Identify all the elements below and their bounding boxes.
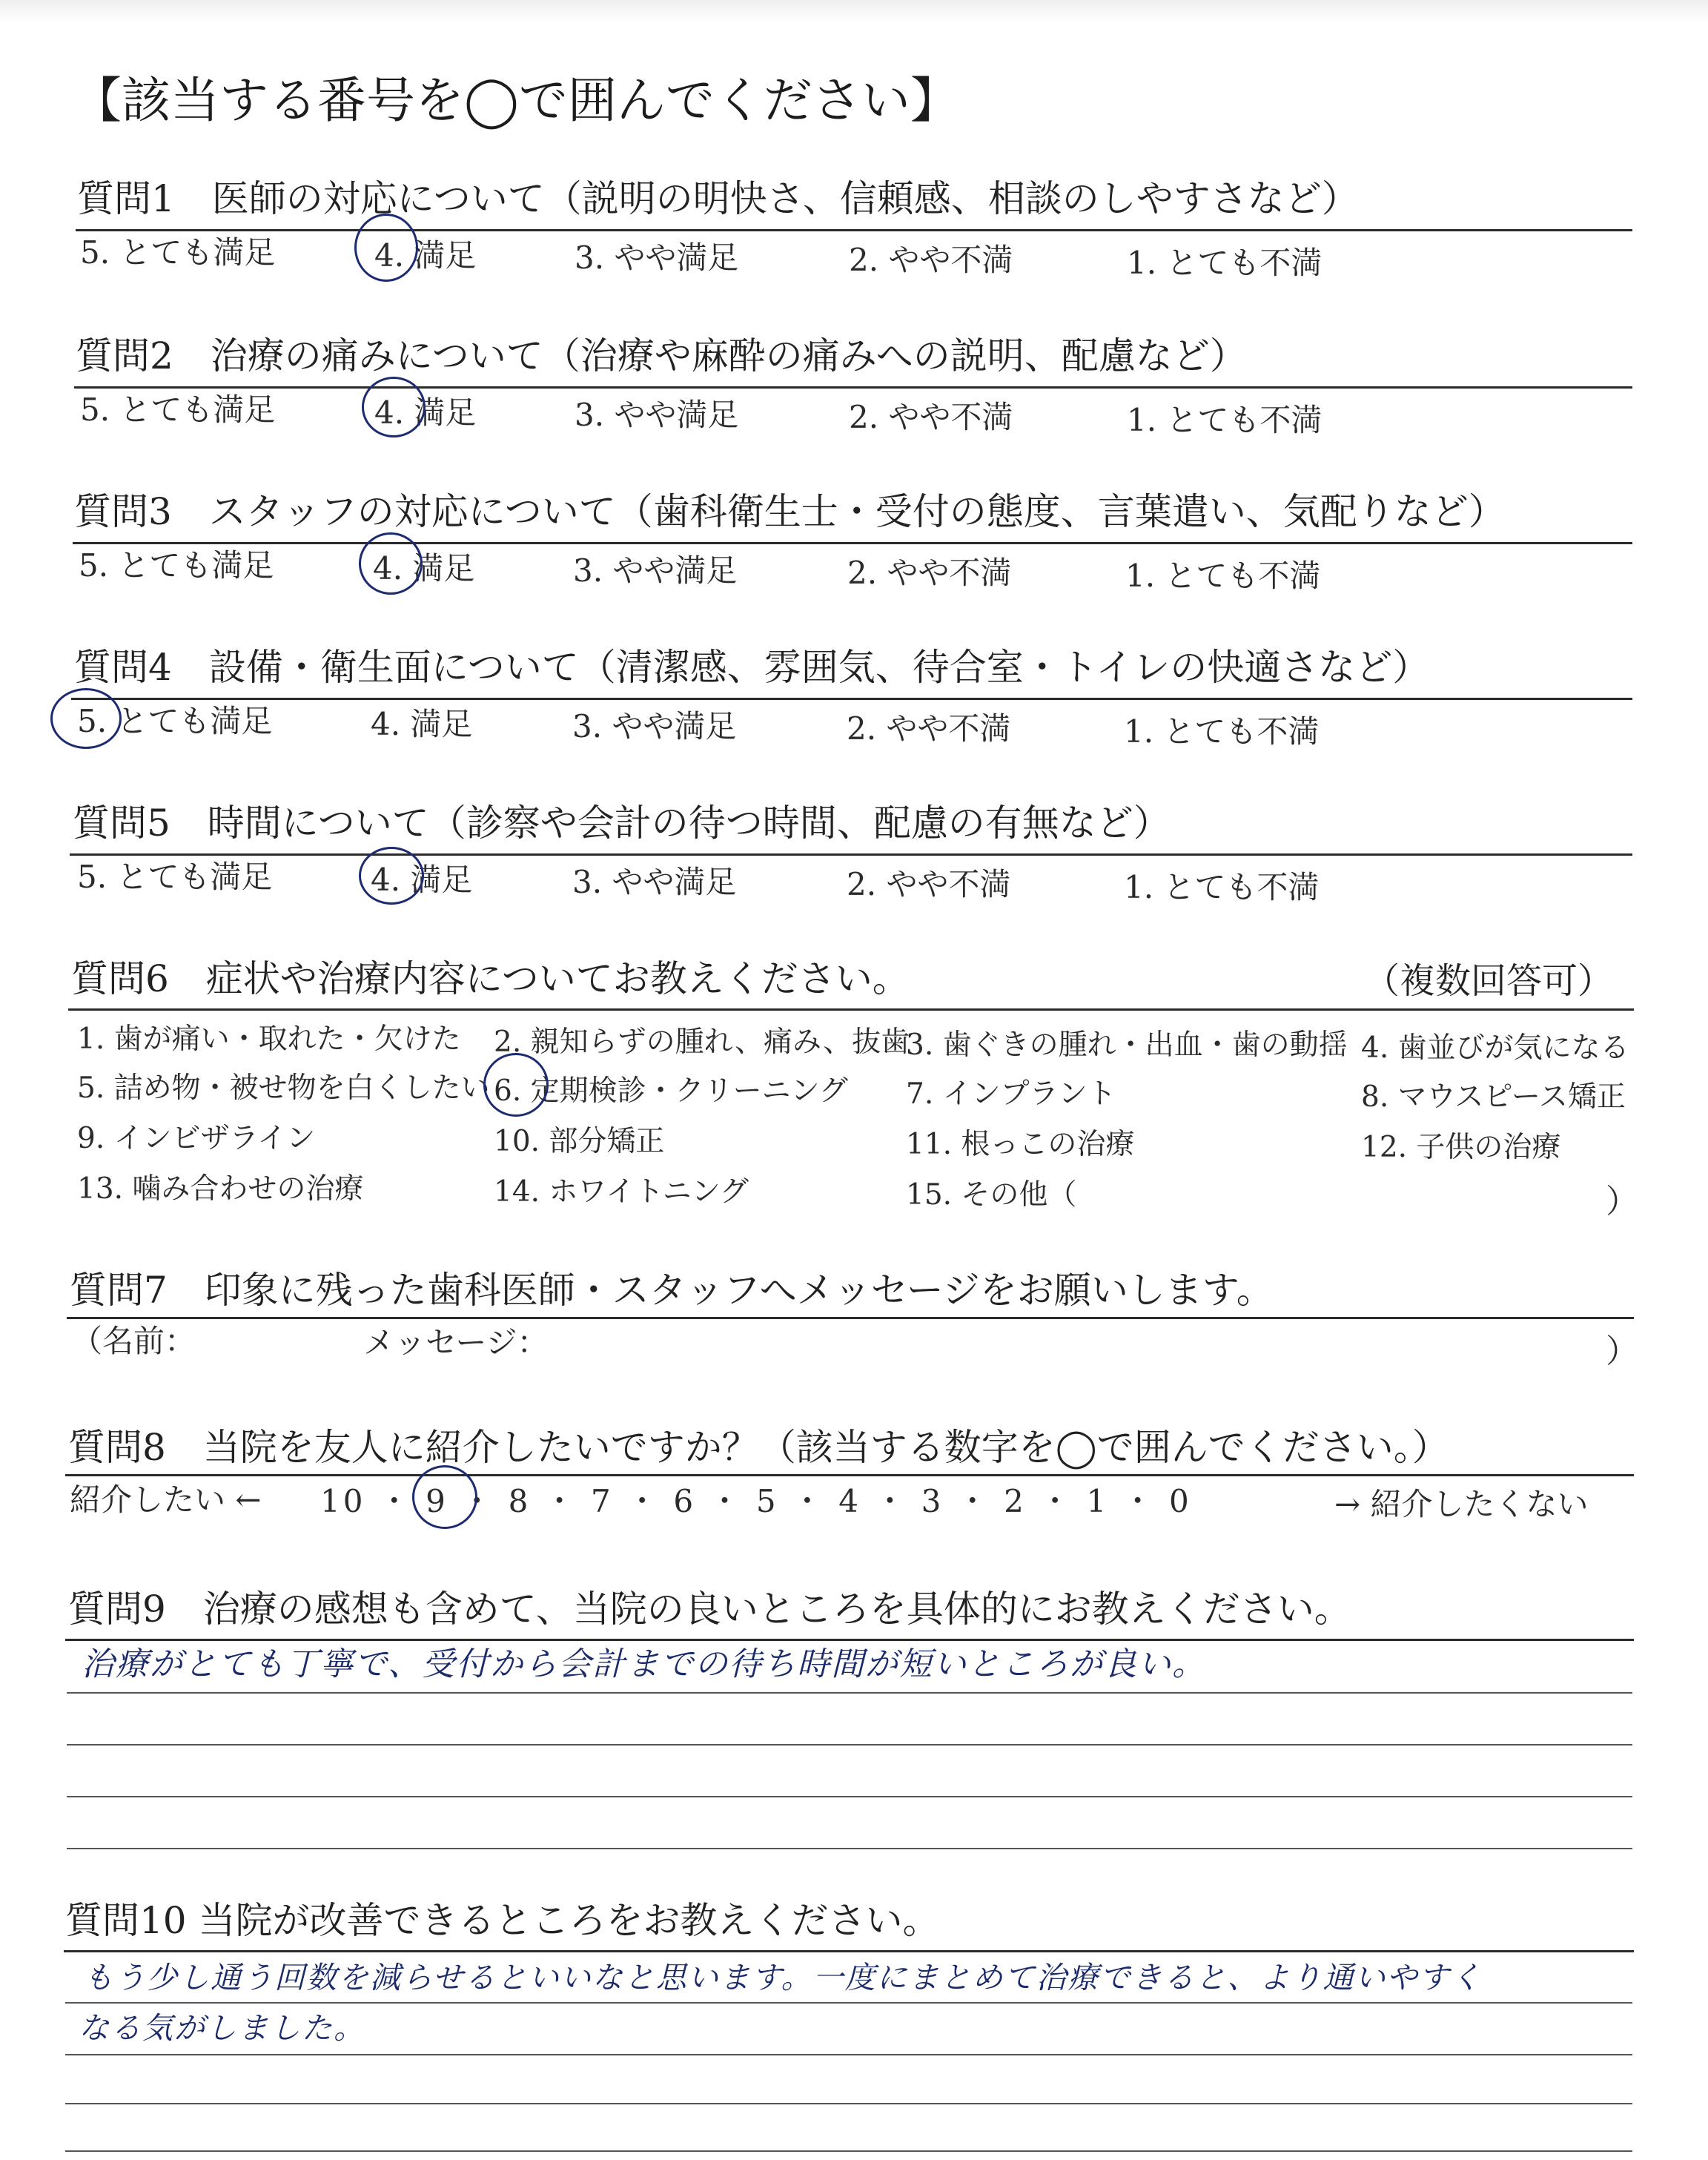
- q2-rule: [74, 386, 1632, 389]
- q5-option-5[interactable]: 5. とても満足: [77, 859, 273, 895]
- q10-answer-line-3: [65, 2103, 1632, 2104]
- q7-title: 質問7 印象に残った歯科医師・スタッフへメッセージをお願いします。: [70, 1269, 1274, 1312]
- q3-option-1[interactable]: 1. とても不満: [1125, 558, 1321, 594]
- q6-title: 質問6 症状や治療内容についてお教えください。: [71, 957, 910, 1000]
- q2-option-3[interactable]: 3. やや満足: [575, 397, 739, 433]
- q5-rule: [70, 853, 1632, 856]
- q1-option-2[interactable]: 2. やや不満: [849, 242, 1013, 278]
- q2-option-5[interactable]: 5. とても満足: [80, 392, 276, 428]
- q6-option-8[interactable]: 8. マウスピース矯正: [1361, 1080, 1626, 1114]
- q2-title: 質問2 治療の痛みについて（治療や麻酔の痛みへの説明、配慮など）: [76, 334, 1247, 377]
- q8-selection-circle: [412, 1465, 477, 1529]
- q10-answer-line-2: [65, 2054, 1632, 2055]
- q6-option-14[interactable]: 14. ホワイトニング: [494, 1175, 749, 1209]
- q4-option-5[interactable]: 5. とても満足: [77, 703, 273, 739]
- q3-option-3[interactable]: 3. やや満足: [573, 552, 738, 589]
- form-heading: 【該当する番号を◯で囲んでください】: [73, 72, 959, 129]
- q8-title: 質問8 当院を友人に紹介したいですか？（該当する数字を◯で囲んでください。）: [68, 1426, 1449, 1469]
- q2-option-2[interactable]: 2. やや不満: [849, 399, 1013, 435]
- q10-rule: [64, 1950, 1634, 1952]
- q7-rule: [67, 1317, 1634, 1319]
- q6-rule: [68, 1008, 1634, 1011]
- q6-option-1[interactable]: 1. 歯が痛い・取れた・欠けた: [77, 1023, 461, 1056]
- q2-option-4[interactable]: 4. 満足: [374, 394, 477, 431]
- q6-option-11[interactable]: 11. 根っこの治療: [906, 1128, 1135, 1161]
- q3-option-4[interactable]: 4. 満足: [373, 550, 475, 587]
- q5-selection-circle: [359, 847, 424, 905]
- q5-option-1[interactable]: 1. とても不満: [1124, 869, 1320, 905]
- q6-option-12[interactable]: 12. 子供の治療: [1361, 1131, 1561, 1164]
- q9-answer-line-3: [67, 1796, 1632, 1797]
- q6-other-close-paren: ）: [1606, 1183, 1638, 1221]
- q9-answer-line-2: [67, 1744, 1632, 1745]
- q1-selection-circle: [354, 214, 418, 282]
- q5-option-4[interactable]: 4. 満足: [371, 862, 473, 898]
- q6-option-4[interactable]: 4. 歯並びが気になる: [1361, 1031, 1629, 1065]
- q2-option-1[interactable]: 1. とても不満: [1127, 402, 1323, 438]
- q4-selection-circle: [50, 688, 122, 749]
- q9-handwritten-answer[interactable]: 治療がとても丁寧で、受付から会計までの待ち時間が短いところが良い。: [82, 1645, 1207, 1683]
- q6-multiple-note: （複数回答可）: [1364, 960, 1614, 1002]
- q7-message-label: メッセージ：: [363, 1324, 549, 1361]
- q5-option-3[interactable]: 3. やや満足: [572, 864, 737, 900]
- q9-answer-line-4: [67, 1848, 1632, 1849]
- q10-handwritten-answer-line1[interactable]: もう少し通う回数を減らせるといいなと思います。一度にまとめて治療できると、より通いやすく: [83, 1960, 1483, 1995]
- q3-selection-circle: [359, 532, 423, 595]
- q8-number-scale[interactable]: 10 ・ 9 ・ 8 ・ 7 ・ 6 ・ 5 ・ 4 ・ 3 ・ 2 ・ 1 ・ 0: [320, 1483, 1192, 1519]
- q6-option-9[interactable]: 9. インビザライン: [77, 1122, 316, 1155]
- q6-option-3[interactable]: 3. 歯ぐきの腫れ・出血・歯の動揺: [906, 1028, 1348, 1062]
- q7-close-paren: ）: [1606, 1332, 1638, 1370]
- scan-top-edge: [0, 0, 1708, 22]
- q10-answer-line-4: [65, 2150, 1632, 2152]
- q4-title: 質問4 設備・衛生面について（清潔感、雰囲気、待合室・トイレの快適さなど）: [74, 646, 1430, 689]
- q1-option-5[interactable]: 5. とても満足: [80, 234, 276, 271]
- q8-left-label: 紹介したい ←: [70, 1482, 262, 1518]
- q4-option-1[interactable]: 1. とても不満: [1124, 713, 1320, 750]
- q1-title: 質問1 医師の対応について（説明の明快さ、信頼感、相談のしやすさなど）: [77, 177, 1359, 220]
- q8-rule: [65, 1474, 1634, 1476]
- q1-option-1[interactable]: 1. とても不満: [1127, 245, 1323, 281]
- q10-title: 質問10 当院が改善できるところをお教えください。: [65, 1899, 940, 1942]
- q6-option-15[interactable]: 15. その他（: [906, 1178, 1077, 1212]
- q6-option-5[interactable]: 5. 詰め物・被せ物を白くしたい: [77, 1071, 490, 1105]
- q4-option-4[interactable]: 4. 満足: [371, 706, 473, 742]
- q8-right-label: → 紹介したくない: [1334, 1486, 1589, 1522]
- q6-selection-circle: [483, 1053, 549, 1117]
- q1-option-4[interactable]: 4. 満足: [374, 237, 477, 274]
- q6-option-13[interactable]: 13. 噛み合わせの治療: [77, 1172, 364, 1206]
- q6-option-10[interactable]: 10. 部分矯正: [494, 1125, 665, 1158]
- q9-answer-line-1: [67, 1692, 1632, 1694]
- q5-option-2[interactable]: 2. やや不満: [847, 866, 1011, 902]
- q3-rule: [73, 542, 1632, 544]
- q4-option-3[interactable]: 3. やや満足: [572, 708, 737, 744]
- q7-name-label: （名前：: [71, 1323, 196, 1359]
- q6-option-2[interactable]: 2. 親知らずの腫れ、痛み、抜歯: [494, 1025, 910, 1059]
- q1-rule: [76, 229, 1632, 231]
- q6-option-6[interactable]: 6. 定期検診・クリーニング: [494, 1074, 848, 1108]
- q1-option-3[interactable]: 3. やや満足: [575, 240, 739, 276]
- q3-option-5[interactable]: 5. とても満足: [79, 547, 274, 584]
- q9-title: 質問9 治療の感想も含めて、当院の良いところを具体的にお教えください。: [68, 1588, 1351, 1631]
- q2-selection-circle: [362, 377, 426, 437]
- q4-option-2[interactable]: 2. やや不満: [847, 710, 1011, 747]
- q4-rule: [71, 698, 1632, 700]
- q5-title: 質問5 時間について（診察や会計の待つ時間、配慮の有無など）: [73, 802, 1171, 845]
- q10-handwritten-answer-line2[interactable]: なる気がしました。: [79, 2010, 365, 2046]
- q3-title: 質問3 スタッフの対応について（歯科衛生士・受付の態度、言葉遣い、気配りなど）: [74, 490, 1506, 533]
- q3-option-2[interactable]: 2. やや不満: [847, 555, 1012, 591]
- q6-option-7[interactable]: 7. インプラント: [906, 1077, 1116, 1111]
